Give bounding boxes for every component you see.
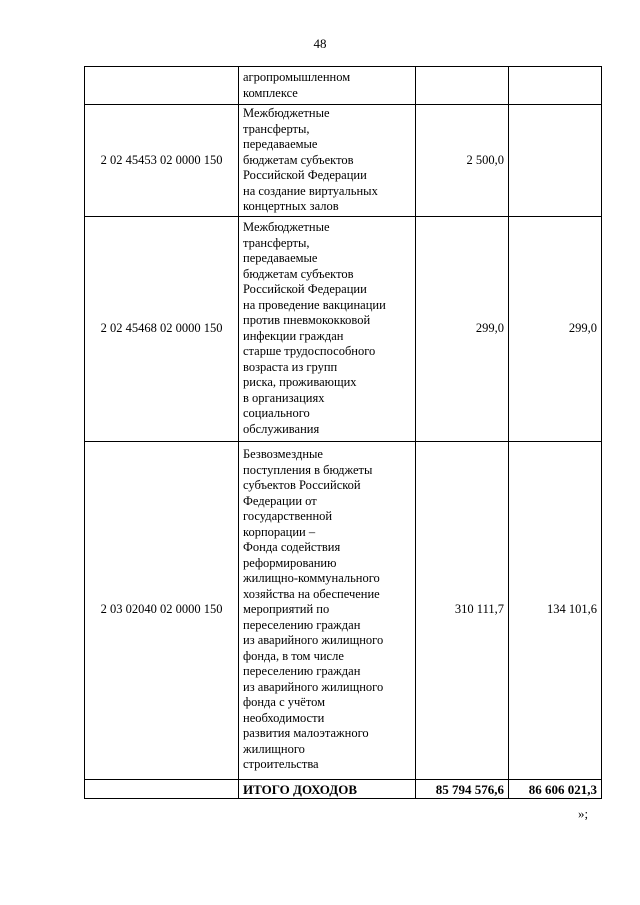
description-line: мероприятий по [243,602,330,617]
table-row [85,216,602,441]
description-line: фонда с учётом [243,695,326,710]
description-line: государственной [243,509,333,524]
description-line: передаваемые [243,251,318,265]
description-line: переселению граждан [243,617,361,632]
row-value-2 [509,105,602,217]
description-line: агропромышленном [243,70,351,84]
table-row [85,441,602,779]
description-line: комплексе [243,85,298,100]
row-value-1: 2 500,0 [416,105,509,217]
closing-quote-mark: »; [578,806,589,821]
description-line: социального [243,406,310,420]
description-line: на проведение вакцинации [243,297,386,312]
description-line: бюджетам субъектов [243,266,354,281]
description-line: корпорации – [243,524,316,539]
description-line: риска, проживающих [243,375,357,389]
description-line: жилищного [243,741,305,756]
description-line: концертных залов [243,199,339,213]
row-code: 2 03 02040 02 0000 150 [85,441,239,779]
description-line: на создание виртуальных [243,183,378,198]
description-line: Российской Федерации [243,168,367,182]
row-description [239,67,416,105]
row-value-2 [509,67,602,105]
description-line: развития малоэтажного [243,726,369,741]
revenue-table-body [85,67,602,799]
table-row [85,67,602,105]
description-line: возраста из групп [243,359,338,374]
description-line: жилищно-коммунального [243,571,380,586]
description-line: в организациях [243,390,325,405]
description-line: старше трудоспособного [243,344,376,358]
description-line: бюджетам субъектов [243,152,354,167]
page-number: 48 [313,36,327,51]
description-line: хозяйства на обеспечение [243,586,380,601]
total-value-2: 86 606 021,3 [509,779,602,799]
revenue-table [84,66,602,799]
description-line: фонда, в том числе [243,648,344,663]
description-line: переселению граждан [243,664,361,679]
description-line: Федерации от [243,493,317,508]
description-line: трансферты, [243,235,310,250]
description-line: инфекции граждан [243,328,344,343]
description-line: обслуживания [243,421,320,436]
row-code [85,67,239,105]
description-line: строительства [243,757,319,772]
description-line: Межбюджетные [243,220,330,234]
row-value-2: 134 101,6 [509,441,602,779]
row-description [239,216,416,441]
row-value-2: 299,0 [509,216,602,441]
row-description [239,105,416,217]
description-line: субъектов Российской [243,478,361,493]
total-value-1: 85 794 576,6 [416,779,509,799]
total-code [85,779,239,799]
description-line: против пневмококковой [243,313,371,327]
total-label: ИТОГО ДОХОДОВ [239,779,416,799]
description-line: из аварийного жилищного [243,679,384,694]
description-line: Безвозмездные [243,447,323,462]
description-line: поступления в бюджеты [243,462,373,477]
row-value-1: 299,0 [416,216,509,441]
description-line: реформированию [243,555,337,570]
description-line: из аварийного жилищного [243,633,384,648]
row-value-1: 310 111,7 [416,441,509,779]
description-line: Фонда содействия [243,540,341,555]
description-line: передаваемые [243,137,318,151]
row-description [239,441,416,779]
description-line: трансферты, [243,121,310,136]
row-code: 2 02 45453 02 0000 150 [85,105,239,217]
table-row [85,105,602,217]
description-line: Российской Федерации [243,282,367,296]
row-value-1 [416,67,509,105]
description-line: необходимости [243,710,325,725]
row-code: 2 02 45468 02 0000 150 [85,216,239,441]
total-row [85,779,602,799]
description-line: Межбюджетные [243,106,330,120]
